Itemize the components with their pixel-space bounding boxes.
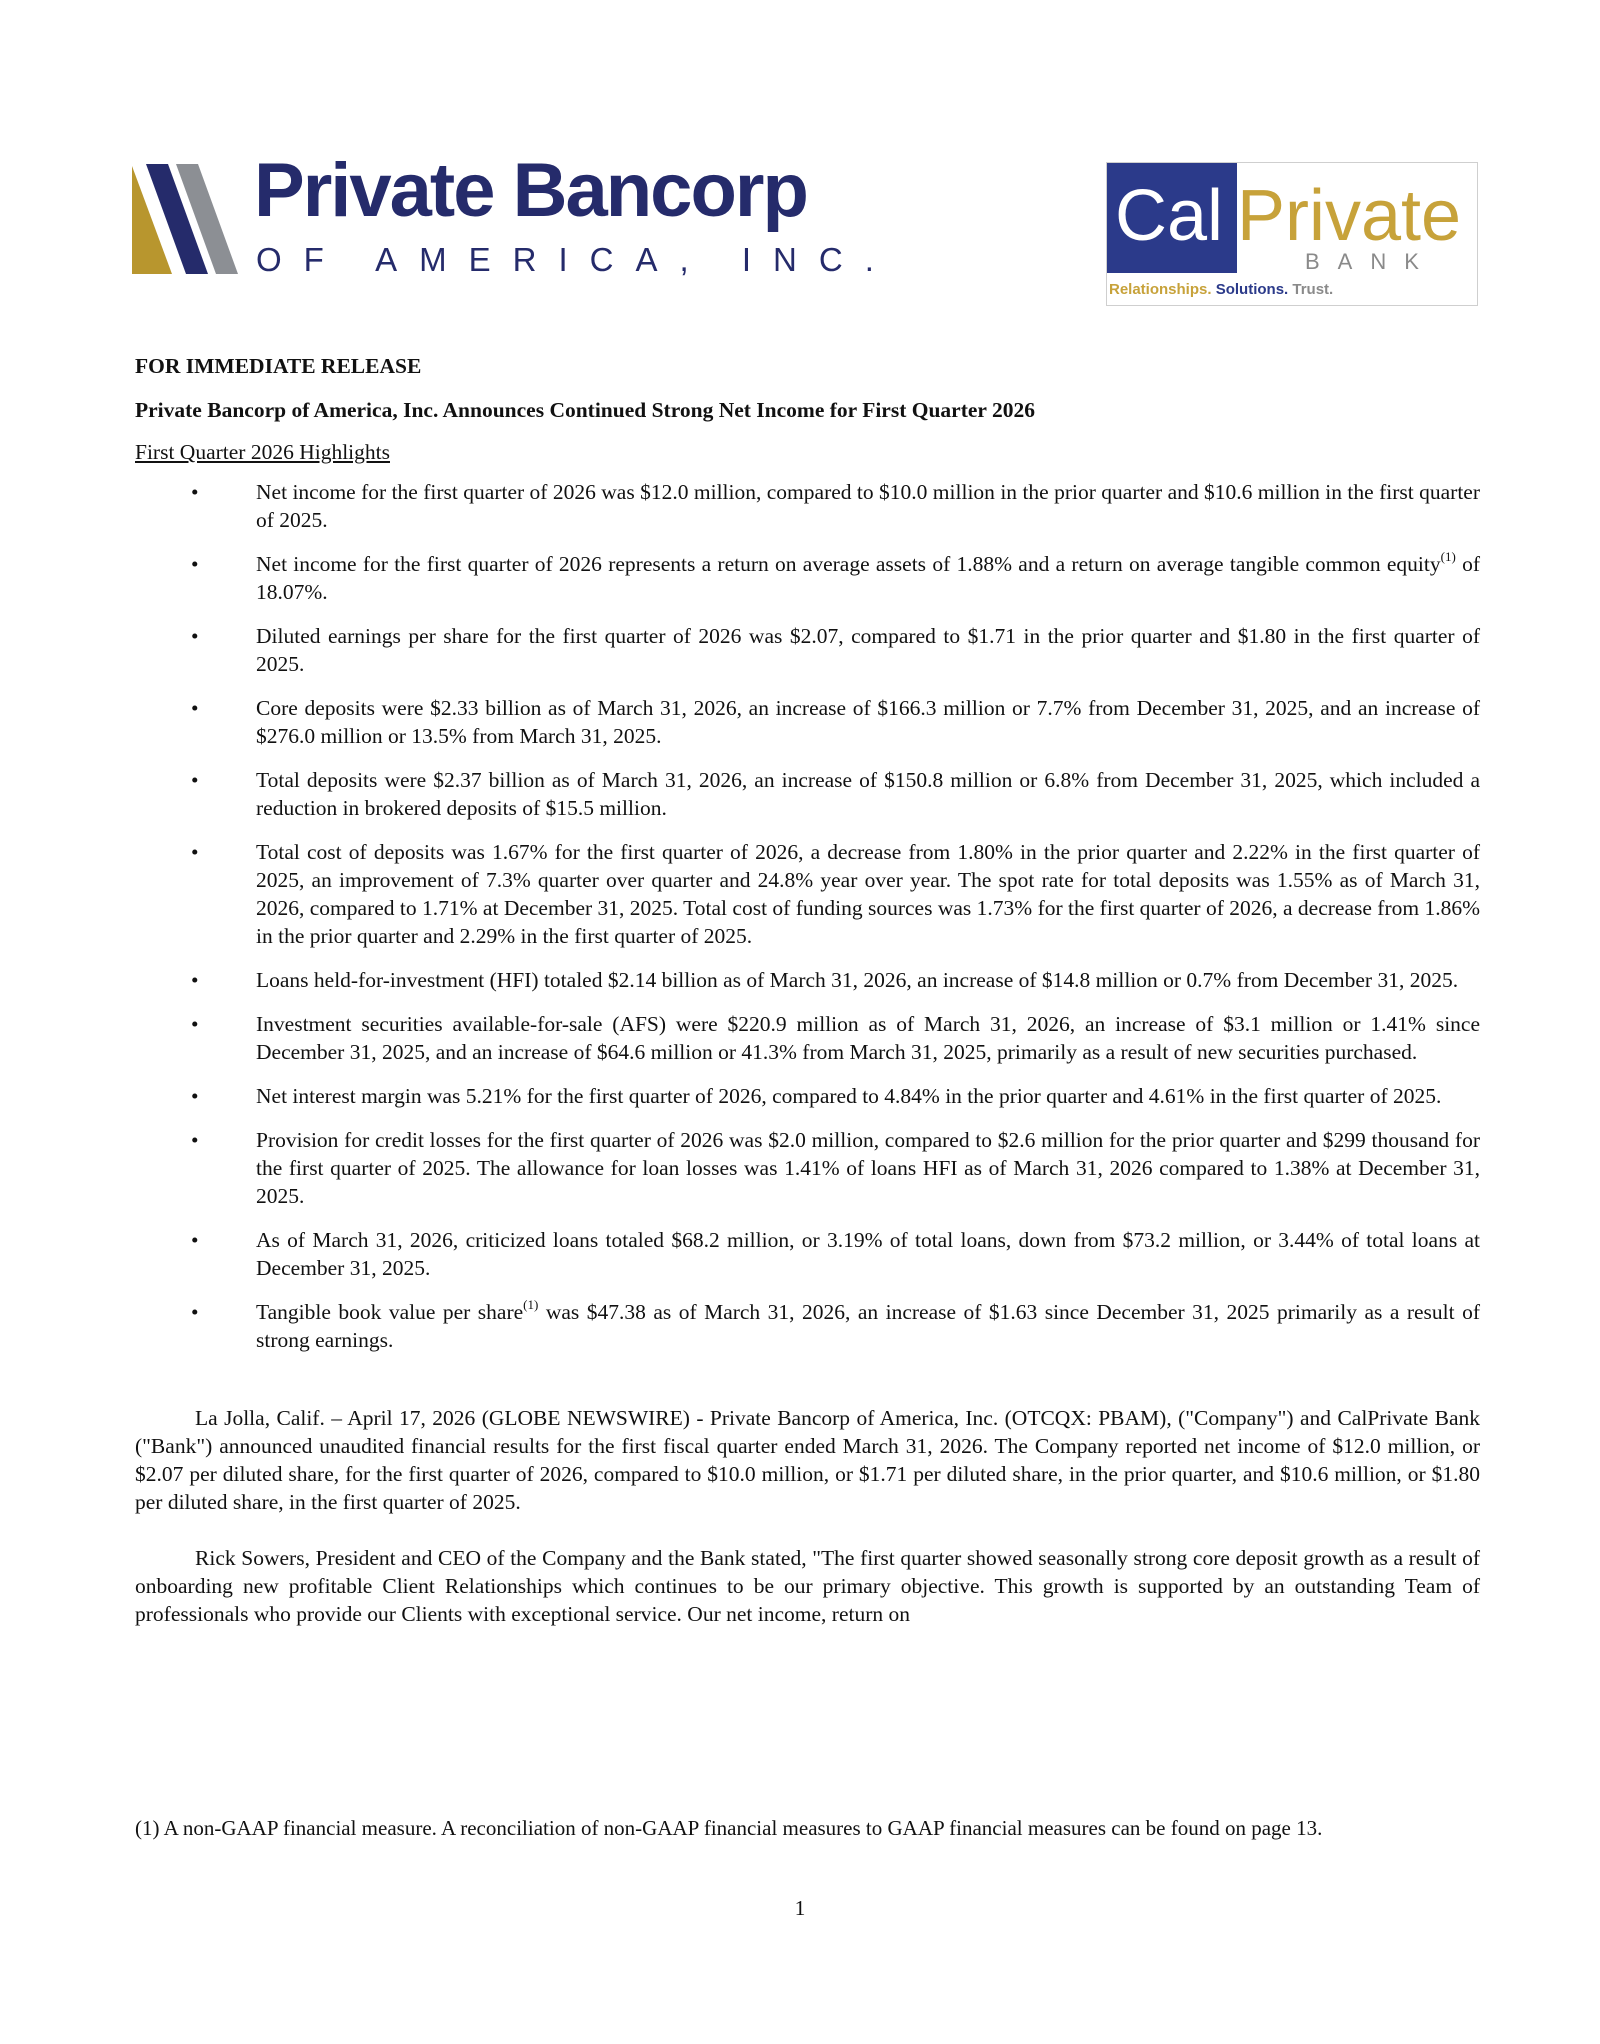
calprivate-logo-private: Private xyxy=(1237,176,1462,256)
page-number: 1 xyxy=(794,1896,806,1920)
footnote-marker: (1) xyxy=(523,1296,539,1312)
highlight-text: Net interest margin was 5.21% for the first quarter of 2026, compared to 4.84% in the prior quarter and 4.61% in the first quarter of 2025. xyxy=(256,1084,1442,1108)
calprivate-logo-cal: Cal xyxy=(1115,176,1224,256)
highlight-text: Loans held-for-investment (HFI) totaled $2.14 billion as of March 31, 2026, an increase of $14.8 million or 0.7% from December 31, 2025. xyxy=(256,968,1459,992)
highlight-item xyxy=(135,1126,1480,1210)
highlight-item xyxy=(135,838,1480,950)
highlight-item xyxy=(135,1298,1480,1354)
bullet: • xyxy=(191,968,199,992)
bullet: • xyxy=(191,1128,199,1152)
private-bancorp-logo xyxy=(132,148,896,280)
highlight-item xyxy=(135,1082,1480,1110)
bullet: • xyxy=(191,1012,199,1036)
highlight-text: Diluted earnings per share for the first quarter of 2026 was $2.07, compared to $1.71 in the prior quarter and $1.80 in the first quarter of 2025. xyxy=(256,624,1480,676)
highlight-text: Provision for credit losses for the first quarter of 2026 was $2.0 million, compared to $2.6 million for the prior quarter and $299 thousand for the first quarter of 2025. The allowance for loan losses was 1.41% of loans HFI as of March 31, 2026 compared to 1.38% at December 31, 2025. xyxy=(256,1128,1480,1208)
highlight-text: Net income for the first quarter of 2026 represents a return on average assets of 1.88% and a return on average tangible common equity xyxy=(256,552,1441,576)
release-label: FOR IMMEDIATE RELEASE xyxy=(135,354,422,378)
highlight-text: Total deposits were $2.37 billion as of March 31, 2026, an increase of $150.8 million or 6.8% from December 31, 2025, which included a reduction in brokered deposits of $15.5 million. xyxy=(256,768,1480,820)
calprivate-logo-tagline xyxy=(1109,281,1333,298)
press-release-body xyxy=(135,352,1480,1628)
highlights-heading: First Quarter 2026 Highlights xyxy=(135,440,390,464)
headline: Private Bancorp of America, Inc. Announces Continued Strong Net Income for First Quarter 2026 xyxy=(135,398,1035,422)
tagline-solutions: Solutions. xyxy=(1215,281,1289,298)
bullet: • xyxy=(191,840,199,864)
bullet: • xyxy=(191,1084,199,1108)
bullet: • xyxy=(191,480,199,504)
highlight-text: As of March 31, 2026, criticized loans totaled $68.2 million, or 3.19% of total loans, down from $73.2 million, or 3.44% of total loans at December 31, 2025. xyxy=(256,1228,1480,1280)
highlight-item xyxy=(135,1010,1480,1066)
bullet: • xyxy=(191,624,199,648)
highlight-item xyxy=(135,622,1480,678)
bullet: • xyxy=(191,1300,199,1324)
highlight-text-cont: of 18.07%. xyxy=(256,552,1480,604)
ceo-quote-paragraph: Rick Sowers, President and CEO of the Company and the Bank stated, "The first quarter showed seasonally strong core deposit growth as a result of onboarding new profitable Client Relationships which continues to be our primary objective. This growth is supported by an outstanding Team of professionals who provide our Clients with exceptional service. Our net income, return on xyxy=(135,1546,1480,1626)
pbam-logo-mark-icon xyxy=(132,164,248,274)
highlight-item xyxy=(135,766,1480,822)
highlight-text: Total cost of deposits was 1.67% for the first quarter of 2026, a decrease from 1.80% in the prior quarter and 2.22% in the first quarter of 2025, an improvement of 7.3% quarter over quarter and 24.8% year over year. The spot rate for total deposits was 1.55% as of March 31, 2026, compared to 1.71% at December 31, 2025. Total cost of funding sources was 1.73% for the first quarter of 2026, a decrease from 1.86% in the prior quarter and 2.29% in the first quarter of 2025. xyxy=(256,840,1480,948)
bullet: • xyxy=(191,768,199,792)
bullet: • xyxy=(191,696,199,720)
highlight-item xyxy=(135,966,1480,994)
highlight-item xyxy=(135,694,1480,750)
highlight-text: Net income for the first quarter of 2026 was $12.0 million, compared to $10.0 million in the prior quarter and $10.6 million in the first quarter of 2025. xyxy=(256,480,1480,532)
highlight-item xyxy=(135,1226,1480,1282)
footnote: (1) A non-GAAP financial measure. A reconciliation of non-GAAP financial measures to GAAP financial measures can be found on page 13. xyxy=(135,1816,1323,1840)
highlights-list xyxy=(135,478,1480,1354)
tagline-trust: Trust. xyxy=(1292,281,1334,298)
bullet: • xyxy=(191,552,199,576)
footnote-marker: (1) xyxy=(1440,548,1456,564)
highlight-text: Core deposits were $2.33 billion as of March 31, 2026, an increase of $166.3 million or 7.7% from December 31, 2025, and an increase of $276.0 million or 13.5% from March 31, 2025. xyxy=(256,696,1480,748)
calprivate-logo-bank: BANK xyxy=(1305,249,1437,274)
pbam-logo-subtitle: OF AMERICA, INC. xyxy=(256,241,896,278)
highlight-text: Tangible book value per share xyxy=(256,1300,524,1324)
calprivate-bank-logo xyxy=(1106,162,1478,306)
highlight-text-cont: was $47.38 as of March 31, 2026, an increase of $1.63 since December 31, 2025 primarily as a result of strong earnings. xyxy=(256,1300,1480,1352)
dateline-paragraph: La Jolla, Calif. – April 17, 2026 (GLOBE NEWSWIRE) - Private Bancorp of America, Inc. (OTCQX: PBAM), ("Company") and CalPrivate Bank ("Bank") announced unaudited financial results for the first fiscal quarter ended March 31, 2026. The Company reported net income of $12.0 million, or $2.07 per diluted share, for the first quarter of 2026, compared to $10.0 million, or $1.71 per diluted share, in the prior quarter, and $10.6 million, or $1.80 per diluted share, in the first quarter of 2025. xyxy=(135,1406,1480,1514)
bullet: • xyxy=(191,1228,199,1252)
highlight-item xyxy=(135,550,1480,606)
highlight-text: Investment securities available-for-sale (AFS) were $220.9 million as of March 31, 2026, an increase of $3.1 million or 1.41% since December 31, 2025, and an increase of $64.6 million or 41.3% from March 31, 2025, primarily as a result of new securities purchased. xyxy=(256,1012,1480,1064)
highlight-item xyxy=(135,478,1480,534)
pbam-logo-name: Private Bancorp xyxy=(254,148,807,233)
tagline-relationships: Relationships. xyxy=(1109,281,1212,298)
